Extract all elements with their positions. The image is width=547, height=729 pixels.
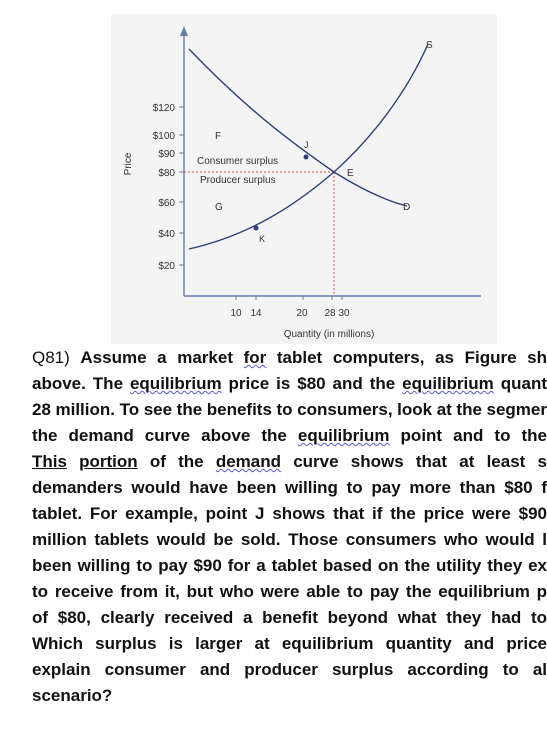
question-word: equilibrium bbox=[297, 426, 390, 445]
question-word: above. bbox=[32, 374, 86, 393]
question-word: received bbox=[164, 608, 234, 627]
question-word: equilibrium bbox=[438, 582, 530, 601]
question-word: point bbox=[205, 504, 248, 523]
question-word: $90 bbox=[193, 556, 222, 575]
question-word: p bbox=[536, 582, 547, 601]
question-word: benefits bbox=[206, 400, 272, 419]
question-word: according bbox=[407, 660, 489, 679]
question-word: to bbox=[494, 426, 511, 445]
question-word: from bbox=[120, 582, 158, 601]
point-k bbox=[254, 226, 259, 231]
question-word: have bbox=[189, 478, 228, 497]
question-word: Q81) bbox=[32, 348, 70, 367]
question-word: to bbox=[346, 478, 363, 497]
question-word: computers, bbox=[332, 348, 425, 367]
question-word: to bbox=[32, 582, 49, 601]
point-j bbox=[304, 155, 309, 160]
question-word: shows bbox=[350, 452, 404, 471]
point-k-label: K bbox=[259, 234, 266, 244]
question-word: tablet bbox=[271, 556, 317, 575]
question-word: if bbox=[372, 504, 383, 523]
question-word: to bbox=[530, 608, 547, 627]
question-word: ex bbox=[528, 556, 547, 575]
question-word: pay bbox=[158, 556, 188, 575]
question-word: based bbox=[322, 556, 373, 575]
question-word: and bbox=[332, 374, 363, 393]
x-tick-label: 28 bbox=[324, 308, 336, 319]
question-word: see bbox=[143, 400, 173, 419]
question-word: Which bbox=[32, 634, 83, 653]
question-word: the bbox=[404, 556, 431, 575]
question-word: clearly bbox=[100, 608, 155, 627]
x-tick-label: 20 bbox=[296, 308, 308, 319]
question-word: would bbox=[156, 530, 206, 549]
question-word: l bbox=[542, 530, 547, 549]
question-word: for bbox=[227, 556, 251, 575]
question-word: least bbox=[486, 452, 526, 471]
question-word: equilibrium bbox=[129, 374, 222, 393]
question-word: point bbox=[400, 426, 443, 445]
question-word: example, bbox=[125, 504, 198, 523]
question-word: For bbox=[89, 504, 118, 523]
question-word: at bbox=[254, 634, 270, 653]
y-axis-label: Price bbox=[123, 152, 134, 176]
x-tick-label: 30 bbox=[338, 308, 350, 319]
question-word: be bbox=[213, 530, 234, 549]
y-tick-label: $100 bbox=[152, 131, 175, 142]
question-word: able bbox=[306, 582, 341, 601]
question-word: the bbox=[405, 582, 432, 601]
question-word: for bbox=[243, 348, 267, 367]
question-word: of bbox=[32, 608, 49, 627]
question-word: on bbox=[377, 556, 399, 575]
question-text bbox=[32, 345, 547, 729]
question-word: sh bbox=[527, 348, 547, 367]
question-word: been bbox=[236, 478, 277, 497]
question-word: The bbox=[92, 374, 124, 393]
question-word: scenario? bbox=[32, 686, 113, 705]
question-word: pay bbox=[369, 582, 400, 601]
question-word: a bbox=[242, 608, 253, 627]
question-word: $80 bbox=[504, 478, 533, 497]
question-word: pay bbox=[371, 478, 401, 497]
y-tick-label: $20 bbox=[158, 261, 175, 272]
question-word: consumer bbox=[104, 660, 186, 679]
question-word: the bbox=[32, 426, 58, 445]
question-word: the bbox=[456, 400, 482, 419]
producer-surplus-label: Producer surplus bbox=[200, 175, 276, 186]
question-word: equilibrium bbox=[281, 634, 374, 653]
question-word: at bbox=[436, 400, 452, 419]
question-word: al bbox=[532, 660, 547, 679]
question-word: shows bbox=[272, 504, 326, 523]
y-tick-label: $40 bbox=[158, 229, 175, 240]
question-word: surplus bbox=[95, 634, 157, 653]
question-word: a bbox=[256, 556, 266, 575]
question-word: segmer bbox=[486, 400, 547, 419]
question-word: demand bbox=[215, 452, 282, 471]
question-line bbox=[32, 683, 112, 709]
question-word: is bbox=[168, 634, 183, 653]
y-axis-arrow bbox=[180, 26, 188, 36]
y-tick-label: $90 bbox=[158, 149, 175, 160]
demand-label: D bbox=[403, 202, 411, 213]
question-word: sold. bbox=[240, 530, 281, 549]
point-j-label: J bbox=[304, 140, 309, 150]
question-word: larger bbox=[195, 634, 243, 653]
question-word: but bbox=[186, 582, 214, 601]
question-word: would bbox=[131, 478, 181, 497]
question-word: curve bbox=[144, 426, 191, 445]
question-word: price bbox=[506, 634, 547, 653]
question-word: were bbox=[260, 582, 300, 601]
question-word: demand bbox=[68, 426, 134, 445]
question-word: and bbox=[199, 660, 231, 679]
question-word: the bbox=[521, 426, 547, 445]
question-word: tablet bbox=[276, 348, 323, 367]
question-word: at bbox=[459, 452, 475, 471]
question-word: is bbox=[276, 374, 291, 393]
question-word: the bbox=[178, 452, 204, 471]
question-word: that bbox=[333, 504, 365, 523]
question-word: they bbox=[487, 556, 523, 575]
question-word: been bbox=[32, 556, 72, 575]
question-word: equilibrium bbox=[402, 374, 494, 393]
question-word: Figure bbox=[464, 348, 517, 367]
question-word: above bbox=[201, 426, 251, 445]
question-word: million. bbox=[55, 400, 115, 419]
question-word: of bbox=[149, 452, 166, 471]
question-word: curve bbox=[293, 452, 339, 471]
question-word: To bbox=[119, 400, 140, 419]
question-word: who bbox=[219, 582, 254, 601]
question-word: demanders bbox=[32, 478, 123, 497]
question-word: J bbox=[255, 504, 265, 523]
question-word: $80 bbox=[297, 374, 326, 393]
question-word: f bbox=[541, 478, 547, 497]
question-word: that bbox=[415, 452, 448, 471]
question-word: benefit bbox=[262, 608, 318, 627]
question-word: surplus bbox=[331, 660, 394, 679]
question-word: to bbox=[276, 400, 293, 419]
question-word: Assume bbox=[80, 348, 147, 367]
equilibrium-label: E bbox=[347, 168, 354, 179]
question-word: $80, bbox=[57, 608, 91, 627]
question-word: had bbox=[490, 608, 522, 627]
question-word: to bbox=[136, 556, 153, 575]
supply-demand-graph bbox=[111, 14, 497, 344]
question-word: consumers, bbox=[297, 400, 393, 419]
question-word: This bbox=[32, 452, 67, 471]
x-tick-label: 14 bbox=[250, 308, 262, 319]
question-word: and bbox=[453, 426, 484, 445]
question-word: Those bbox=[288, 530, 339, 549]
question-word: look bbox=[397, 400, 433, 419]
supply-curve bbox=[189, 44, 428, 249]
question-word: than bbox=[459, 478, 496, 497]
question-word: as bbox=[435, 348, 454, 367]
question-word: what bbox=[397, 608, 437, 627]
x-tick-label: 10 bbox=[230, 308, 242, 319]
question-word: portion bbox=[79, 452, 138, 471]
y-tick-label: $120 bbox=[152, 103, 175, 114]
question-word: quant bbox=[500, 374, 547, 393]
question-word: explain bbox=[32, 660, 91, 679]
question-word: quantity bbox=[385, 634, 452, 653]
question-word: the bbox=[369, 374, 396, 393]
question-word: price bbox=[228, 374, 270, 393]
area-g-label: G bbox=[215, 202, 223, 213]
question-word: who bbox=[444, 530, 478, 549]
question-word: a bbox=[157, 348, 167, 367]
supply-label: S bbox=[426, 40, 433, 51]
consumer-surplus-label: Consumer surplus bbox=[197, 156, 279, 167]
question-word: they bbox=[446, 608, 482, 627]
question-word: 28 bbox=[32, 400, 51, 419]
question-word: the bbox=[390, 504, 416, 523]
question-word: the bbox=[261, 426, 287, 445]
y-tick-label: $60 bbox=[158, 198, 175, 209]
question-word: to bbox=[347, 582, 364, 601]
question-word: the bbox=[176, 400, 203, 419]
question-word: receive bbox=[54, 582, 114, 601]
question-word: utility bbox=[435, 556, 482, 575]
question-word: consumers bbox=[345, 530, 437, 549]
question-word: it, bbox=[164, 582, 180, 601]
question-word: s bbox=[537, 452, 547, 471]
question-word: and bbox=[463, 634, 495, 653]
question-word: beyond bbox=[327, 608, 389, 627]
question-word: would bbox=[485, 530, 535, 549]
question-word: million bbox=[32, 530, 87, 549]
question-word: tablets bbox=[94, 530, 150, 549]
question-word: price bbox=[423, 504, 465, 523]
supply-demand-figure bbox=[111, 14, 497, 344]
question-word: tablet. bbox=[32, 504, 83, 523]
y-tick-label: $80 bbox=[158, 168, 175, 179]
question-word: willing bbox=[77, 556, 131, 575]
question-word: market bbox=[177, 348, 233, 367]
question-word: were bbox=[472, 504, 511, 523]
area-f-label: F bbox=[215, 131, 222, 142]
question-word: producer bbox=[244, 660, 318, 679]
question-word: $90 bbox=[518, 504, 547, 523]
question-word: to bbox=[502, 660, 519, 679]
question-word: willing bbox=[285, 478, 338, 497]
x-axis-label: Quantity (in millions) bbox=[283, 329, 375, 340]
question-word: more bbox=[409, 478, 451, 497]
